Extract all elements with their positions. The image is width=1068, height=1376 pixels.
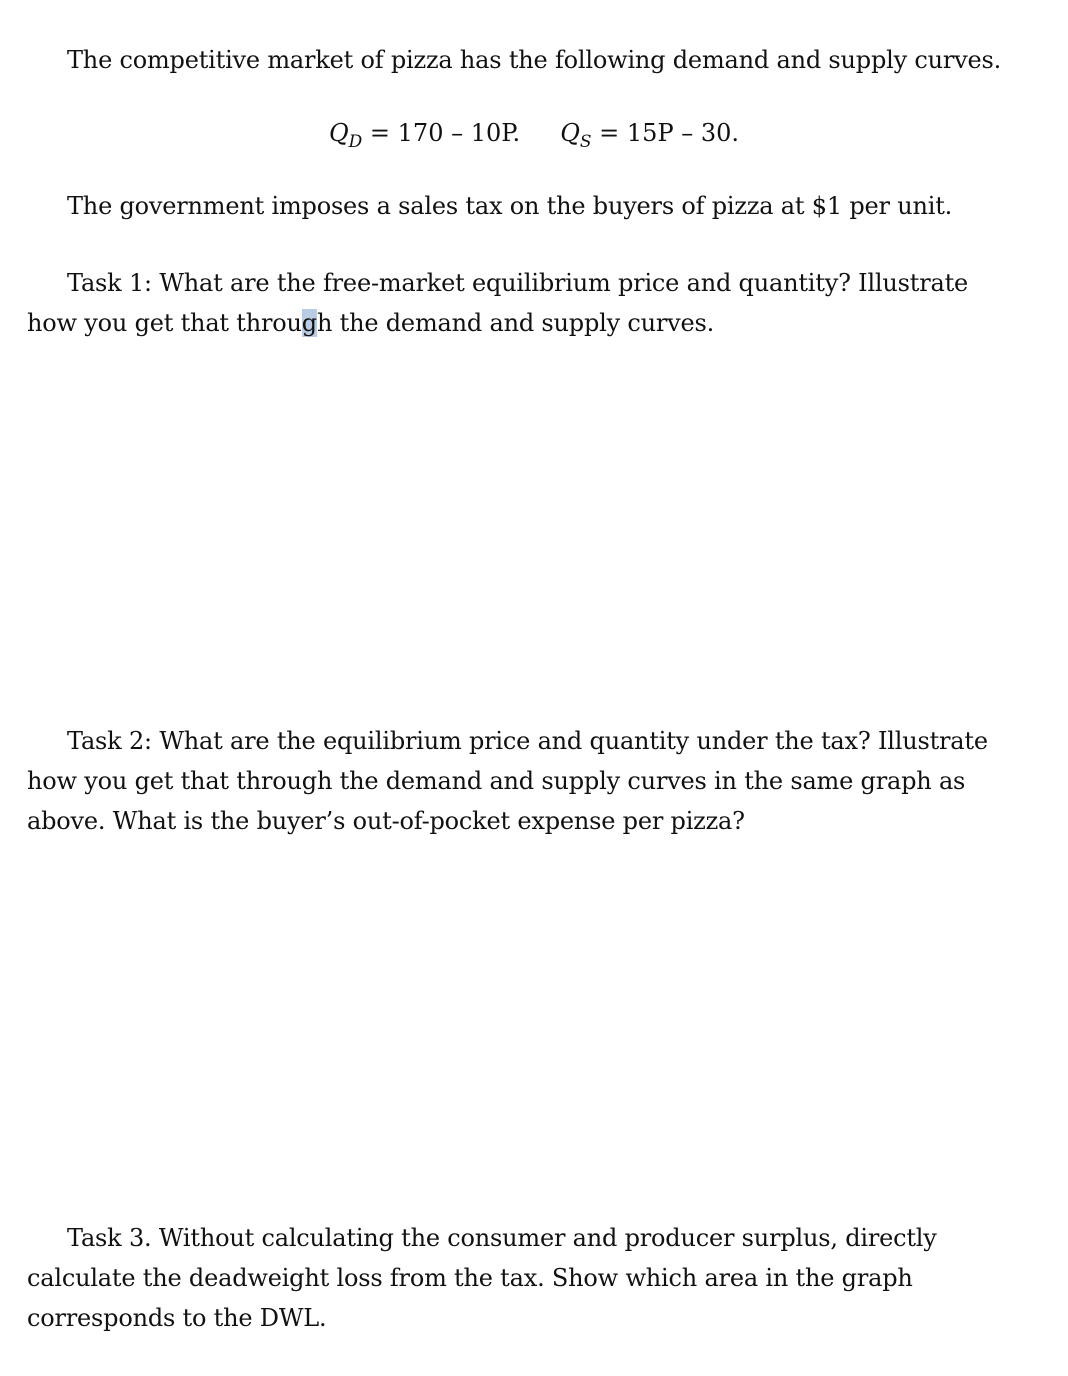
supply-var: Q (560, 119, 580, 147)
task1-text-end: h the demand and supply curves. (316, 309, 715, 337)
task1-text-start: Task 1: What are the free-market equilibrium price and quantity? Illustrate how you get that throu (27, 269, 969, 337)
demand-var: Q (328, 119, 349, 147)
demand-rhs: = 170 – 10P. (362, 119, 521, 147)
task2-paragraph: Task 2: What are the equilibrium price and quantity under the tax? Illustrate how you get that through the demand and supply curves in the same graph as above. What is the buyer’s out-of-pocket expense per pizza? (27, 727, 988, 835)
text-cursor-highlight: g (301, 309, 317, 337)
demand-subscript: D (348, 132, 363, 152)
supply-subscript: S (579, 132, 592, 152)
supply-equation (560, 113, 739, 153)
supply-rhs: = 15P – 30. (591, 119, 740, 147)
intro-paragraph: The competitive market of pizza has the following demand and supply curves. (67, 46, 1002, 74)
equations-line (0, 113, 1068, 153)
task3-paragraph: Task 3. Without calculating the consumer and producer surplus, directly calculate the deadweight loss from the tax. Show which area in the graph corresponds to the DWL. (27, 1224, 937, 1332)
tax-statement: The government imposes a sales tax on the buyers of pizza at $1 per unit. (67, 192, 953, 220)
demand-equation (329, 113, 520, 153)
task1-paragraph (27, 263, 1012, 343)
